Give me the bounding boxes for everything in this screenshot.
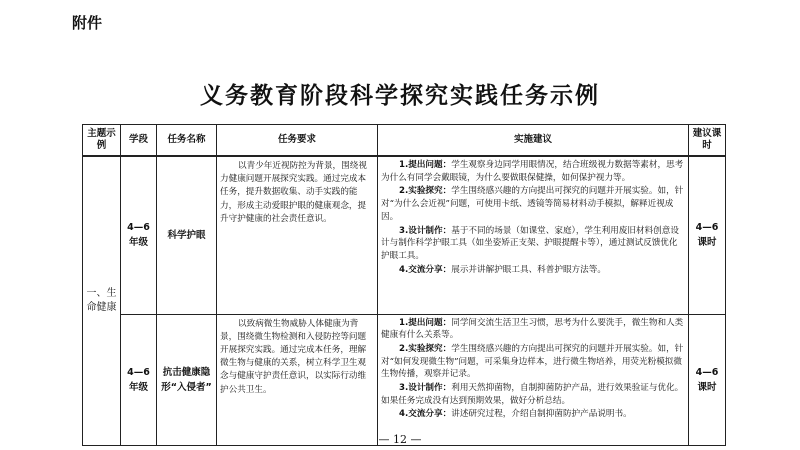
suggestion-text: 学生围绕感兴趣的方向提出可探究的问题并开展实验。如，针对“如何发现微生物”问题，可采集身边样本，进行微生物培养，用荧光粉模拟微生物传播，观察并记录。 — [381, 343, 684, 380]
suggestion-text: 利用天然抑菌物，自制抑菌防护产品，进行效果验证与优化。如果任务完成没有达到预期效果，做好分析总结。 — [381, 383, 684, 406]
suggestion-label: 2.实验探究： — [399, 186, 452, 197]
requirement-cell: 以致病微生物威胁人体健康为背景，围绕微生物检测和入侵防控等问题开展探究实践。通过完成本任务，理解微生物与健康的关系，树立科学卫生观念与健康守护责任意识，以实际行动维护公共卫生。 — [217, 314, 378, 445]
document-title: 义务教育阶段科学探究实践任务示例 — [200, 82, 600, 109]
header-hours: 建议课时 — [689, 125, 726, 157]
suggestion-item — [381, 317, 685, 342]
suggestion-label: 4.交流分享： — [399, 409, 452, 420]
suggestion-label: 4.交流分享： — [399, 264, 452, 275]
suggestion-text: 讲述研究过程，介绍自制抑菌防护产品说明书。 — [451, 409, 632, 420]
hours-cell: 4—6课时 — [689, 156, 726, 314]
header-task-name: 任务名称 — [157, 125, 217, 157]
suggestion-item — [381, 343, 685, 381]
suggestion-label: 3.设计制作： — [399, 225, 452, 236]
suggestion-label: 2.实验探究： — [399, 343, 452, 354]
header-suggestions: 实施建议 — [378, 125, 689, 157]
page-number: — 12 — — [378, 433, 422, 446]
requirement-cell: 以青少年近视防控为背景，围绕视力健康问题开展探究实践。通过完成本任务，提升数据收集、动手实践的能力，形成主动爱眼护眼的健康观念，提升守护健康的社会责任意识。 — [217, 156, 378, 314]
header-requirement: 任务要求 — [217, 125, 378, 157]
suggestion-item — [381, 225, 685, 263]
grade-cell: 4—6年级 — [121, 156, 157, 314]
suggestion-label: 1.提出问题： — [399, 317, 452, 328]
suggestion-text: 同学间交流生活卫生习惯，思考为什么要洗手，微生物和人类健康有什么关系等。 — [381, 317, 684, 341]
suggestion-item — [381, 159, 685, 184]
table-row — [83, 314, 726, 445]
suggestion-text: 学生围绕感兴趣的方向提出可探究的问题并开展实验。如，针对“为什么会近视”问题，可使用卡纸、透镜等简易材料动手模拟，解释近视成因。 — [381, 186, 684, 222]
suggestion-text: 展示并讲解护眼工具、科普护眼方法等。 — [451, 264, 606, 275]
attachment-label: 附件 — [72, 14, 103, 32]
grade-cell: 4—6年级 — [121, 314, 157, 445]
suggestion-text: 学生观察身边同学用眼情况，结合班级视力数据等素材，思考为什么有同学会戴眼镜，为什么要做眼保健操，如何保护视力等。 — [381, 160, 684, 183]
task-name-cell: 抗击健康隐形“入侵者” — [157, 314, 217, 445]
suggestion-item — [381, 264, 685, 277]
hours-cell: 4—6课时 — [689, 314, 726, 445]
task-table — [82, 124, 726, 446]
suggestion-item — [381, 382, 685, 407]
theme-cell: 一、生命健康 — [83, 156, 121, 445]
task-name-cell: 科学护眼 — [157, 156, 217, 314]
header-grade: 学段 — [121, 125, 157, 157]
suggestion-label: 1.提出问题： — [399, 160, 452, 170]
table-header-row — [83, 125, 726, 157]
table-row — [83, 156, 726, 314]
suggestions-cell — [378, 156, 689, 314]
suggestion-item — [381, 408, 685, 421]
header-theme: 主题示例 — [83, 125, 121, 157]
suggestions-cell — [378, 314, 689, 445]
suggestion-text: 基于不同的场景（如课堂、家庭），学生利用废旧材料创意设计与制作科学护眼工具（如坐姿矫正支架、护眼提醒卡等），通过测试反馈优化护眼工具。 — [381, 225, 679, 261]
suggestion-item — [381, 185, 685, 223]
suggestion-label: 3.设计制作： — [399, 383, 452, 394]
